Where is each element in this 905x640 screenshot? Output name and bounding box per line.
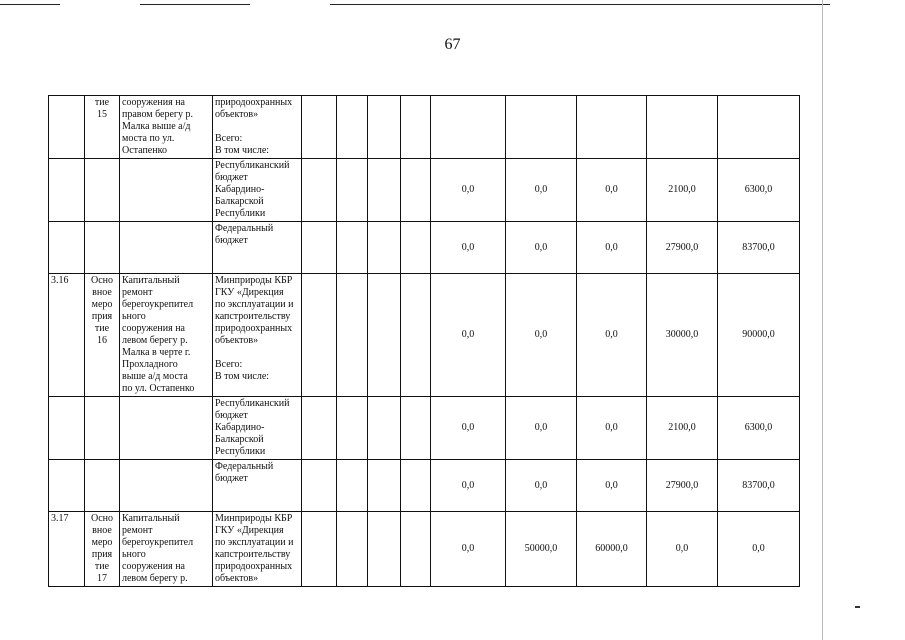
scan-mark	[855, 606, 860, 608]
row-name-cell: сооружения на правом берегу р. Малка выше а/д моста по ул. Остапенко	[120, 96, 213, 159]
empty-cell	[302, 460, 337, 512]
empty-cell	[401, 460, 431, 512]
row-type-cell	[85, 222, 120, 274]
value-cell-2: 0,0	[506, 159, 577, 222]
value-cell-4: 27900,0	[647, 222, 718, 274]
page-number: 67	[444, 36, 461, 53]
empty-cell	[337, 222, 368, 274]
table-row	[49, 159, 800, 222]
row-name-cell: Капитальный ремонт берегоукрепител ьного сооружения на левом берегу р. Малка в черте г. Прохладного выше а/д моста по ул. Остапенко	[120, 274, 213, 397]
table-row	[49, 397, 800, 460]
row-number-cell	[49, 222, 85, 274]
value-cell-2: 0,0	[506, 274, 577, 397]
value-cell-1: 0,0	[431, 159, 506, 222]
value-cell-1: 0,0	[431, 397, 506, 460]
row-name-cell	[120, 222, 213, 274]
row-name-cell	[120, 397, 213, 460]
value-cell-3: 0,0	[577, 274, 647, 397]
value-cell-1: 0,0	[431, 274, 506, 397]
value-cell-1: 0,0	[431, 460, 506, 512]
empty-cell	[401, 96, 431, 159]
empty-cell	[368, 159, 401, 222]
value-cell-2: 0,0	[506, 222, 577, 274]
empty-cell	[368, 222, 401, 274]
value-cell-4: 30000,0	[647, 274, 718, 397]
empty-cell	[401, 222, 431, 274]
value-cell-4: 0,0	[647, 512, 718, 587]
empty-cell	[337, 159, 368, 222]
empty-cell	[401, 397, 431, 460]
value-cell-2	[506, 96, 577, 159]
value-cell-2: 0,0	[506, 460, 577, 512]
value-cell-3: 0,0	[577, 460, 647, 512]
value-cell-1: 0,0	[431, 222, 506, 274]
empty-cell	[337, 397, 368, 460]
value-cell-3: 0,0	[577, 397, 647, 460]
row-executor-cell: Федеральный бюджет	[213, 222, 302, 274]
empty-cell	[401, 159, 431, 222]
row-type-cell: Осно вное меро прия тие 17	[85, 512, 120, 587]
value-cell-1: 0,0	[431, 512, 506, 587]
empty-cell	[302, 222, 337, 274]
empty-cell	[368, 397, 401, 460]
row-executor-cell: Минприроды КБР ГКУ «Дирекция по эксплуатации и капстроительству природоохранных объектов»	[213, 512, 302, 587]
row-executor-cell: Республиканский бюджет Кабардино- Балкарской Республики	[213, 159, 302, 222]
row-type-cell	[85, 460, 120, 512]
value-cell-5: 0,0	[718, 512, 800, 587]
empty-cell	[337, 274, 368, 397]
value-cell-2: 0,0	[506, 397, 577, 460]
row-number-cell	[49, 397, 85, 460]
table-row	[49, 460, 800, 512]
value-cell-5: 83700,0	[718, 460, 800, 512]
top-rule-left	[0, 4, 60, 5]
empty-cell	[368, 96, 401, 159]
empty-cell	[337, 512, 368, 587]
empty-cell	[302, 96, 337, 159]
row-number-cell: 3.17	[49, 512, 85, 587]
empty-cell	[302, 159, 337, 222]
value-cell-5: 6300,0	[718, 397, 800, 460]
row-type-cell	[85, 159, 120, 222]
value-cell-1	[431, 96, 506, 159]
empty-cell	[401, 274, 431, 397]
value-cell-5: 83700,0	[718, 222, 800, 274]
table-row	[49, 222, 800, 274]
row-number-cell	[49, 159, 85, 222]
value-cell-3: 0,0	[577, 222, 647, 274]
row-number-cell	[49, 96, 85, 159]
value-cell-4: 2100,0	[647, 397, 718, 460]
row-executor-cell: природоохранных объектов» Всего: В том числе:	[213, 96, 302, 159]
value-cell-4: 27900,0	[647, 460, 718, 512]
row-executor-cell: Республиканский бюджет Кабардино- Балкарской Республики	[213, 397, 302, 460]
value-cell-4	[647, 96, 718, 159]
row-number-cell: 3.16	[49, 274, 85, 397]
row-number-cell	[49, 460, 85, 512]
table-row	[49, 96, 800, 159]
row-executor-cell: Минприроды КБР ГКУ «Дирекция по эксплуатации и капстроительству природоохранных объектов» Всего: В том числе:	[213, 274, 302, 397]
row-name-cell	[120, 460, 213, 512]
empty-cell	[302, 274, 337, 397]
row-type-cell: Осно вное меро прия тие 16	[85, 274, 120, 397]
value-cell-4: 2100,0	[647, 159, 718, 222]
value-cell-3	[577, 96, 647, 159]
value-cell-5: 90000,0	[718, 274, 800, 397]
row-executor-cell: Федеральный бюджет	[213, 460, 302, 512]
top-rule-right	[330, 4, 830, 5]
top-rule-mid	[140, 4, 250, 5]
value-cell-3: 60000,0	[577, 512, 647, 587]
value-cell-3: 0,0	[577, 159, 647, 222]
empty-cell	[302, 397, 337, 460]
value-cell-5	[718, 96, 800, 159]
empty-cell	[368, 512, 401, 587]
table-row	[49, 274, 800, 397]
empty-cell	[368, 274, 401, 397]
row-type-cell: тие 15	[85, 96, 120, 159]
scan-edge-line	[822, 0, 823, 640]
empty-cell	[368, 460, 401, 512]
row-name-cell	[120, 159, 213, 222]
row-name-cell: Капитальный ремонт берегоукрепител ьного сооружения на левом берегу р.	[120, 512, 213, 587]
row-type-cell	[85, 397, 120, 460]
empty-cell	[401, 512, 431, 587]
value-cell-5: 6300,0	[718, 159, 800, 222]
empty-cell	[337, 96, 368, 159]
table-row	[49, 512, 800, 587]
value-cell-2: 50000,0	[506, 512, 577, 587]
empty-cell	[337, 460, 368, 512]
empty-cell	[302, 512, 337, 587]
budget-table	[48, 95, 800, 587]
